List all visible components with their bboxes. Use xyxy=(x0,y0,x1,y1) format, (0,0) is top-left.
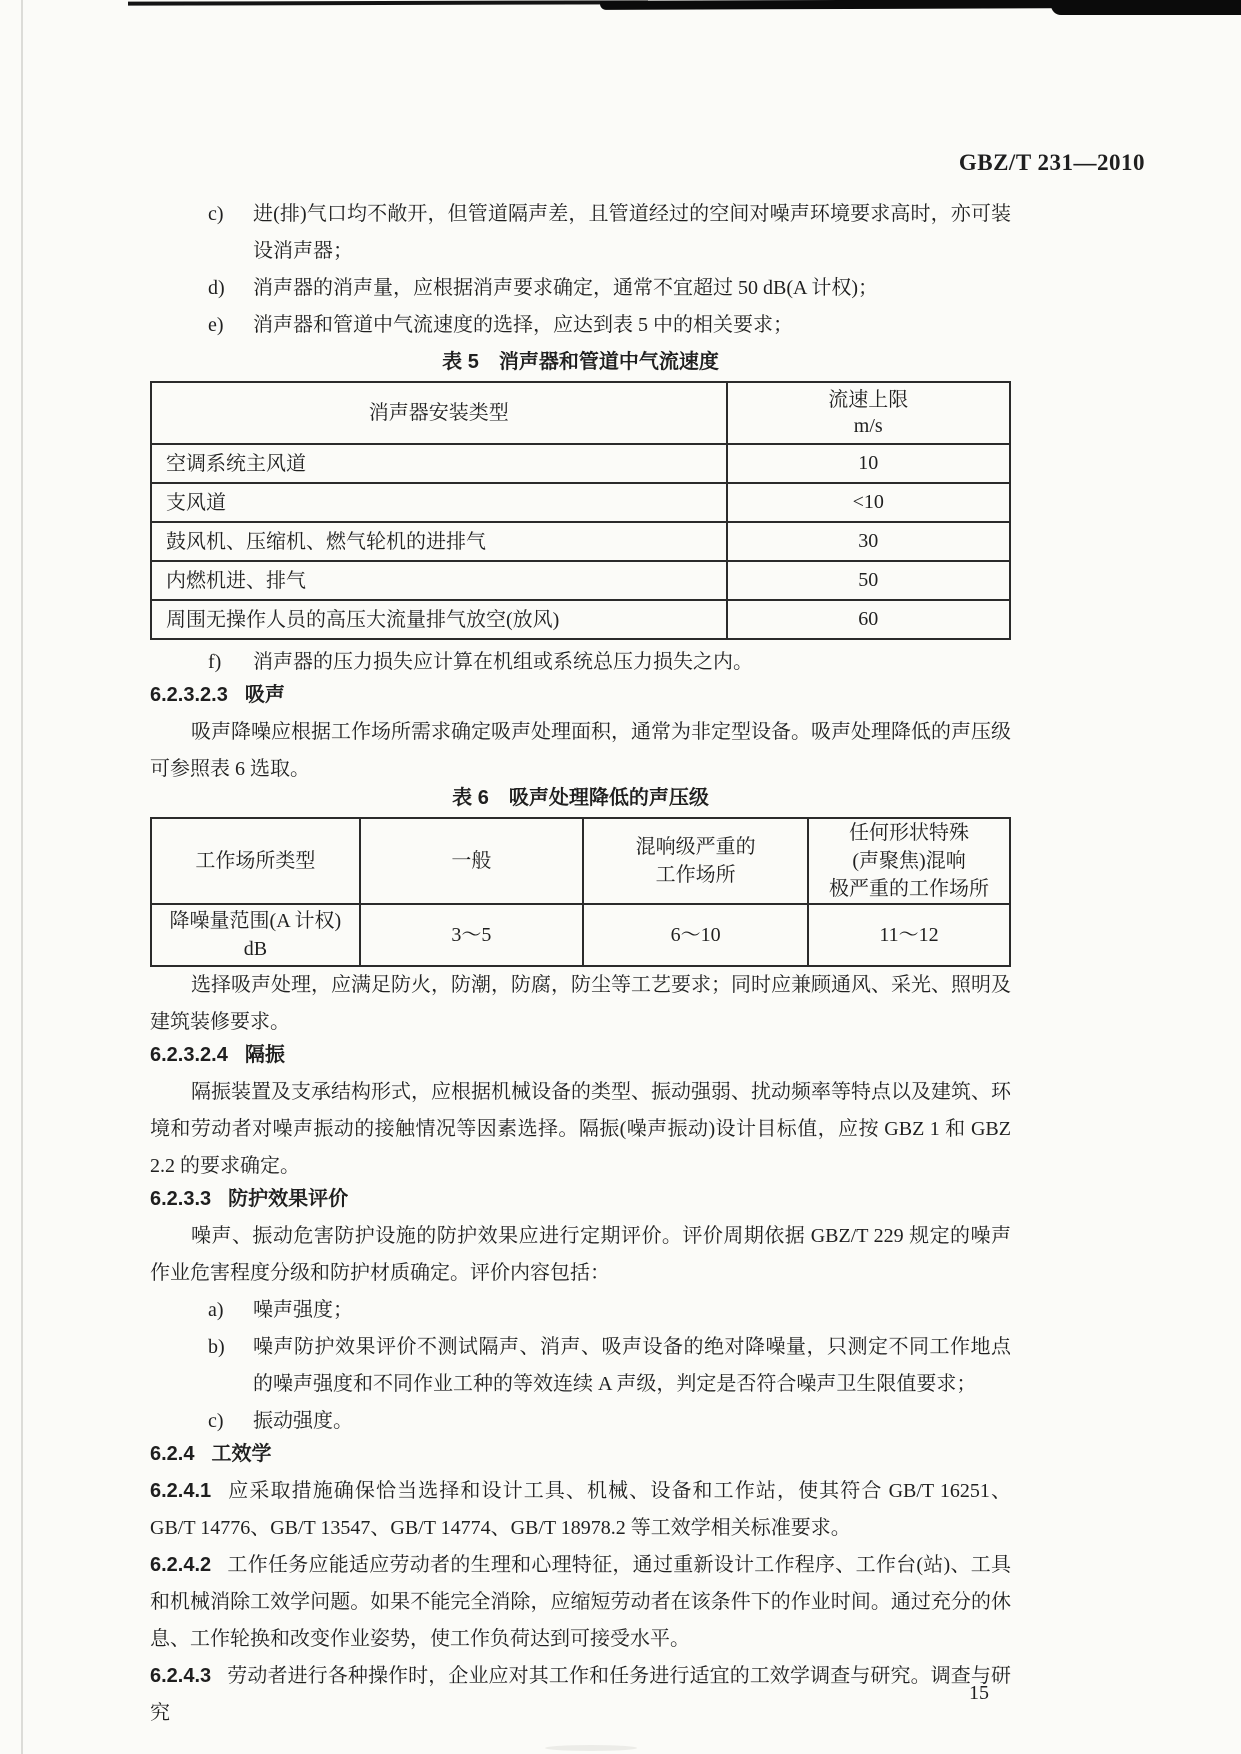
doc-code-header: GBZ/T 231—2010 xyxy=(958,150,1145,175)
table5-cell-limit: 30 xyxy=(727,522,1010,561)
table5-cell-limit: 60 xyxy=(727,600,1010,639)
table6-cell-severe: 6～10 xyxy=(583,904,808,966)
section-heading-absorb xyxy=(150,677,1011,714)
clause-6-2-4-3 xyxy=(150,1658,1011,1732)
table6-header-severe-line1: 混响级严重的 xyxy=(635,836,756,858)
table6-header-special-line3: 极严重的工作场所 xyxy=(829,878,990,900)
clause-item-e xyxy=(150,307,1011,344)
table6-header-special-line1: 任何形状特殊 xyxy=(849,822,970,844)
table-5 xyxy=(150,381,1011,640)
paragraph-table6-note: 选择吸声处理，应满足防火，防潮，防腐，防尘等工艺要求；同时应兼顾通风、采光、照明及建筑装修要求。 xyxy=(150,974,1011,1033)
clause-text: 进(排)气口均不敞开，但管道隔声差，且管道经过的空间对噪声环境要求高时，亦可装设消声器； xyxy=(253,203,1011,262)
scan-artifact-left-edge-line xyxy=(21,0,23,1754)
table6-header-severe xyxy=(583,818,808,904)
table5-cell-type: 周围无操作人员的高压大流量排气放空(放风) xyxy=(151,600,727,639)
table6-cell-special: 11～12 xyxy=(808,904,1010,966)
table6-cell-label xyxy=(151,904,360,966)
section-heading-isolation xyxy=(150,1037,1011,1074)
clause-text: 噪声强度； xyxy=(253,1299,353,1321)
table6-header-workplace: 工作场所类型 xyxy=(151,818,360,904)
clause-item-a xyxy=(150,1292,1011,1329)
clause-text: 消声器的消声量，应根据消声要求确定，通常不宜超过 50 dB(A 计权)； xyxy=(253,277,878,299)
clause-number: 6.2.4.2 xyxy=(150,1554,212,1576)
table5-header-limit-label: 流速上限 xyxy=(828,389,909,411)
clause-text: 工作任务应能适应劳动者的生理和心理特征，通过重新设计工作程序、工作台(站)、工具和机械消除工效学问题。如果不能完全消除，应缩短劳动者在该条件下的作业时间。通过充分的休息、工作轮换和改变作业姿势，使工作负荷达到可接受水平。 xyxy=(150,1554,1011,1650)
table5-header-row xyxy=(151,382,1010,444)
table5-cell-type: 空调系统主风道 xyxy=(151,444,727,483)
table5-header-type: 消声器安装类型 xyxy=(151,382,727,444)
scan-artifact-top-right-corner xyxy=(1051,0,1241,15)
table5-cell-limit: <10 xyxy=(727,483,1010,522)
paragraph-absorb-intro: 吸声降噪应根据工作场所需求确定吸声处理面积，通常为非定型设备。吸声处理降低的声压级可参照表 6 选取。 xyxy=(150,721,1011,780)
section-number: 6.2.3.2.4 xyxy=(150,1044,228,1066)
table6-header-general: 一般 xyxy=(360,818,583,904)
table-row xyxy=(151,483,1010,522)
clause-item-b xyxy=(150,1329,1011,1403)
clause-marker: f) xyxy=(208,651,222,673)
table5-header-limit xyxy=(727,382,1010,444)
scan-artifact-top-line xyxy=(128,0,648,5)
table-row xyxy=(151,444,1010,483)
clause-marker: c) xyxy=(208,1410,224,1432)
scan-artifact-top-band xyxy=(600,0,1080,10)
clause-item-d xyxy=(150,270,1011,307)
clause-number: 6.2.4.3 xyxy=(150,1665,212,1687)
section-title: 吸声 xyxy=(244,684,285,706)
section-title: 工效学 xyxy=(211,1443,272,1465)
table-row xyxy=(151,561,1010,600)
section-title: 防护效果评价 xyxy=(228,1188,349,1210)
table6-header-row xyxy=(151,818,1010,904)
clause-text: 消声器和管道中气流速度的选择，应达到表 5 中的相关要求； xyxy=(253,314,793,336)
clause-marker: c) xyxy=(208,203,224,225)
section-number: 6.2.3.3 xyxy=(150,1188,212,1210)
table5-cell-type: 鼓风机、压缩机、燃气轮机的进排气 xyxy=(151,522,727,561)
section-heading-ergonomics xyxy=(150,1436,1011,1473)
section-number: 6.2.3.2.3 xyxy=(150,684,228,706)
clause-text: 消声器的压力损失应计算在机组或系统总压力损失之内。 xyxy=(253,651,753,673)
clause-item-f xyxy=(150,644,1011,681)
table6-cell-label-line2: dB xyxy=(243,938,268,960)
table6-cell-label-line1: 降噪量范围(A 计权) xyxy=(169,910,342,932)
table6-header-severe-line2: 工作场所 xyxy=(655,864,736,886)
table5-header-limit-unit: m/s xyxy=(853,415,883,437)
table5-cell-type: 支风道 xyxy=(151,483,727,522)
table-row xyxy=(151,600,1010,639)
section-number: 6.2.4 xyxy=(150,1443,195,1465)
clause-marker: d) xyxy=(208,277,225,299)
paragraph-evaluation-body: 噪声、振动危害防护设施的防护效果应进行定期评价。评价周期依据 GBZ/T 229 规定的噪声作业危害程度分级和防护材质确定。评价内容包括： xyxy=(150,1225,1011,1284)
scan-artifact-bottom-smudge xyxy=(545,1745,637,1751)
clause-item-c2 xyxy=(150,1403,1011,1440)
table5-cell-type: 内燃机进、排气 xyxy=(151,561,727,600)
table6-header-special xyxy=(808,818,1010,904)
page-number: 15 xyxy=(969,1682,989,1704)
paragraph-isolation-body: 隔振装置及支承结构形式，应根据机械设备的类型、振动强弱、扰动频率等特点以及建筑、环境和劳动者对噪声振动的接触情况等因素选择。隔振(噪声振动)设计目标值，应按 GBZ 1 和 GBZ 2.2 的要求确定。 xyxy=(150,1081,1011,1177)
clause-text: 振动强度。 xyxy=(253,1410,353,1432)
clause-text: 噪声防护效果评价不测试隔声、消声、吸声设备的绝对降噪量，只测定不同工作地点的噪声强度和不同作业工种的等效连续 A 声级，判定是否符合噪声卫生限值要求； xyxy=(253,1336,1011,1395)
section-heading-evaluation xyxy=(150,1181,1011,1218)
clause-marker: a) xyxy=(208,1299,224,1321)
table-row xyxy=(151,522,1010,561)
table-row xyxy=(151,904,1010,966)
table6-title: 表 6 吸声处理降低的声压级 xyxy=(452,787,709,809)
clause-item-c xyxy=(150,196,1011,270)
table5-cell-limit: 10 xyxy=(727,444,1010,483)
page-body xyxy=(150,196,1011,1732)
clause-text: 应采取措施确保恰当选择和设计工具、机械、设备和工作站，使其符合 GB/T 16251、GB/T 14776、GB/T 13547、GB/T 14774、GB/T 18978.2 等工效学相关标准要求。 xyxy=(150,1480,1011,1539)
clause-marker: e) xyxy=(208,314,224,336)
clause-marker: b) xyxy=(208,1336,225,1358)
table6-cell-general: 3～5 xyxy=(360,904,583,966)
clause-text: 劳动者进行各种操作时，企业应对其工作和任务进行适宜的工效学调查与研究。调查与研究 xyxy=(150,1665,1011,1724)
table-6 xyxy=(150,817,1011,967)
clause-6-2-4-2 xyxy=(150,1547,1011,1658)
table5-cell-limit: 50 xyxy=(727,561,1010,600)
clause-6-2-4-1 xyxy=(150,1473,1011,1547)
clause-number: 6.2.4.1 xyxy=(150,1480,212,1502)
table6-header-special-line2: (声聚焦)混响 xyxy=(852,850,966,872)
section-title: 隔振 xyxy=(244,1044,285,1066)
table5-title: 表 5 消声器和管道中气流速度 xyxy=(442,351,719,373)
